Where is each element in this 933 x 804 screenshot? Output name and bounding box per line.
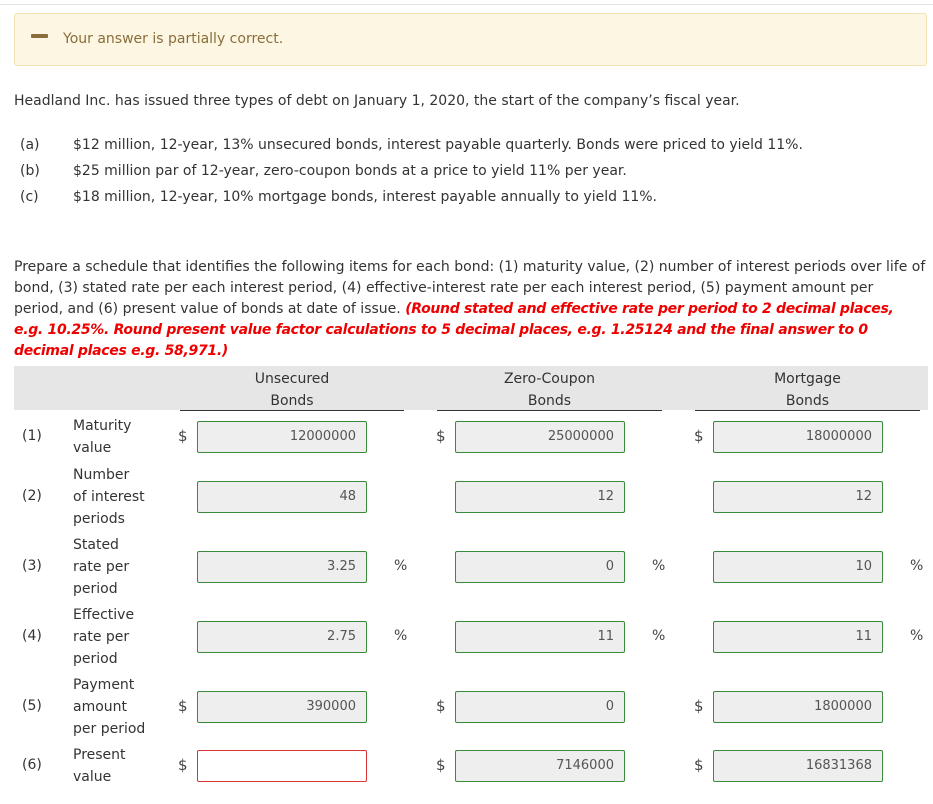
item-c	[20, 189, 657, 205]
answer-input[interactable]: 0	[455, 551, 625, 583]
percent-sign: %	[652, 628, 666, 644]
row-label-line: Maturity	[73, 418, 132, 434]
answer-input[interactable]: 18000000	[713, 421, 883, 453]
feedback-alert	[14, 13, 927, 66]
row-label	[73, 464, 145, 530]
answer-input[interactable]: 0	[455, 691, 625, 723]
row-number: (4)	[22, 628, 42, 644]
percent-sign: %	[910, 628, 924, 644]
column-header	[437, 368, 662, 412]
answer-input[interactable]: 3.25	[197, 551, 367, 583]
answer-input[interactable]: 10	[713, 551, 883, 583]
row-label	[73, 534, 129, 600]
answer-input[interactable]: 11	[455, 621, 625, 653]
row-number: (5)	[22, 698, 42, 714]
row-label-line: rate per	[73, 559, 130, 575]
column-header-line: Zero-Coupon	[503, 371, 596, 387]
percent-sign: %	[394, 628, 408, 644]
row-label	[73, 674, 145, 740]
top-divider	[0, 4, 933, 5]
item-tag: (a)	[20, 137, 40, 153]
dollar-sign: $	[436, 756, 446, 774]
item-tag: (b)	[20, 163, 40, 179]
column-header-line: Bonds	[270, 393, 314, 409]
answer-input[interactable]: 16831368	[713, 750, 883, 782]
item-text: $18 million, 12-year, 10% mortgage bonds, interest payable annually to yield 11%.	[73, 189, 658, 205]
row-label-line: per period	[73, 721, 146, 737]
row-label	[73, 744, 126, 788]
row-label-line: Number	[73, 467, 130, 483]
row-label-line: amount	[73, 699, 128, 715]
column-underline	[437, 410, 662, 411]
item-text: $25 million par of 12-year, zero-coupon bonds at a price to yield 11% per year.	[73, 163, 627, 179]
answer-input[interactable]: 7146000	[455, 750, 625, 782]
row-label-line: Stated	[73, 537, 119, 553]
row-label-line: period	[73, 581, 118, 597]
row-label-line: Present	[73, 747, 126, 763]
item-tag: (c)	[20, 189, 39, 205]
row-label	[73, 415, 131, 459]
row-label-line: periods	[73, 511, 125, 527]
column-header	[180, 368, 404, 412]
column-underline	[180, 410, 404, 411]
column-header-line: Unsecured	[254, 371, 330, 387]
row-label	[73, 604, 134, 670]
row-label-line: Effective	[73, 607, 135, 623]
row-number: (2)	[22, 488, 42, 504]
answer-input[interactable]: 12	[713, 481, 883, 513]
dollar-sign: $	[436, 427, 446, 445]
row-label-line: Payment	[73, 677, 135, 693]
row-number: (6)	[22, 757, 42, 773]
minus-icon	[31, 34, 48, 38]
answer-input[interactable]: 390000	[197, 691, 367, 723]
dollar-sign: $	[178, 756, 188, 774]
answer-input[interactable]: 12000000	[197, 421, 367, 453]
dollar-sign: $	[694, 427, 704, 445]
item-b	[20, 163, 627, 179]
percent-sign: %	[394, 558, 408, 574]
column-underline	[695, 410, 920, 411]
answer-input[interactable]: 1800000	[713, 691, 883, 723]
answer-input[interactable]: 11	[713, 621, 883, 653]
dollar-sign: $	[694, 697, 704, 715]
column-header	[695, 368, 920, 412]
column-header-line: Bonds	[785, 393, 830, 409]
row-label-line: value	[73, 769, 112, 785]
row-number: (1)	[22, 428, 42, 444]
item-a	[20, 137, 803, 153]
dollar-sign: $	[178, 697, 188, 715]
row-number: (3)	[22, 558, 42, 574]
dollar-sign: $	[436, 697, 446, 715]
answer-input[interactable]: 2.75	[197, 621, 367, 653]
problem-intro: Headland Inc. has issued three types of debt on January 1, 2020, the start of the company’s fiscal year.	[14, 93, 740, 109]
percent-sign: %	[910, 558, 924, 574]
answer-input[interactable]	[197, 750, 367, 782]
answer-input[interactable]: 48	[197, 481, 367, 513]
row-label-line: period	[73, 651, 118, 667]
percent-sign: %	[652, 558, 666, 574]
dollar-sign: $	[178, 427, 188, 445]
column-header-line: Bonds	[527, 393, 572, 409]
rounding-instructions: (Round stated and effective rate per period to 2 decimal places, e.g. 10.25%. Round present value factor calculations to 5 decimal places, e.g. 1.25124 and the final answer to 0 decimal places e.g. 58,971.)	[14, 301, 894, 359]
feedback-message: Your answer is partially correct.	[63, 31, 284, 47]
answer-input[interactable]: 12	[455, 481, 625, 513]
row-label-line: of interest	[73, 489, 145, 505]
row-label-line: rate per	[73, 629, 130, 645]
instructions-text: Prepare a schedule that identifies the following items for each bond: (1) maturity value, (2) number of interest periods over life of bond, (3) stated rate per each interest period, (4) effective-interest rate per each interest period, (5) payment amount per period, and (6) present value of bonds at date of issue.	[14, 259, 926, 317]
answer-input[interactable]: 25000000	[455, 421, 625, 453]
dollar-sign: $	[694, 756, 704, 774]
item-text: $12 million, 12-year, 13% unsecured bonds, interest payable quarterly. Bonds were priced to yield 11%.	[73, 137, 803, 153]
instructions	[14, 257, 926, 362]
row-label-line: value	[73, 440, 112, 456]
column-header-line: Mortgage	[774, 371, 841, 387]
